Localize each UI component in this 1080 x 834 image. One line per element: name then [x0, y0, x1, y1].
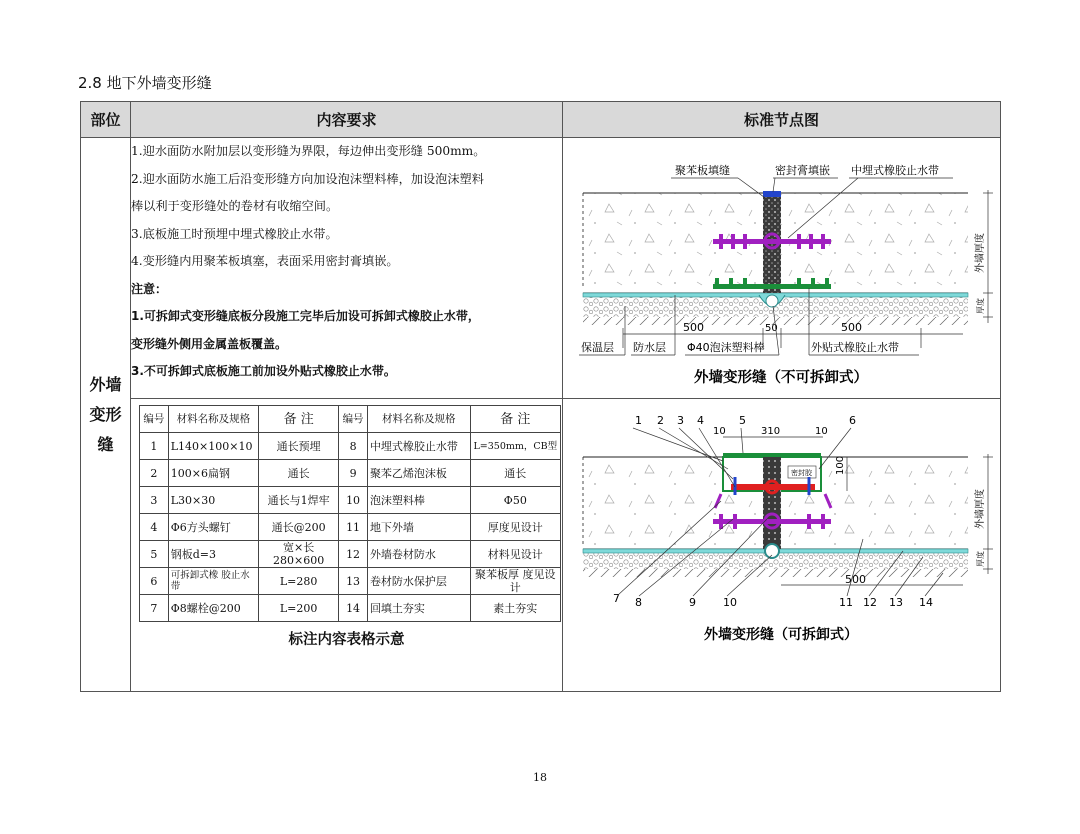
spec-head-name-2: 材料名称及规格	[367, 406, 470, 433]
header-content: 内容要求	[131, 102, 563, 138]
section-title: 2.8 地下外墙变形缝	[78, 74, 212, 92]
callout-13: 13	[889, 596, 903, 609]
dim-10-right: 10	[815, 426, 828, 437]
embedded-waterstop	[713, 239, 831, 244]
requirement-1: 1.迎水面防水附加层以变形缝为界限，每边伸出变形缝 500mm。	[131, 144, 486, 158]
callout-7: 7	[613, 592, 620, 605]
spec-cell: L=350mm，CB型	[470, 433, 560, 460]
label-sealant: 密封膏填嵌	[775, 164, 830, 177]
table-row	[140, 568, 561, 595]
label-layer-thickness-2: 厚度	[976, 551, 985, 567]
spec-cell: Φ50	[470, 487, 560, 514]
spec-head-no-2: 编号	[339, 406, 368, 433]
callout-2: 2	[657, 414, 664, 427]
spec-cell: 6	[140, 568, 169, 595]
page-number: 18	[533, 771, 547, 784]
position-cell	[81, 138, 131, 692]
spec-cell: L=200	[259, 595, 339, 622]
spec-table-cell	[131, 399, 563, 692]
callout-9: 9	[689, 596, 696, 609]
spec-cell: 聚苯乙烯泡沫板	[367, 460, 470, 487]
spec-cell: 2	[140, 460, 169, 487]
spec-cell: 1	[140, 433, 169, 460]
spec-cell: 9	[339, 460, 368, 487]
construction-spec-table	[80, 101, 1001, 692]
label-wall-thickness: 外墙厚度	[975, 233, 986, 273]
note-1: 1.可拆卸式变形缝底板分段施工完毕后加设可拆卸式橡胶止水带，	[131, 309, 480, 323]
table-row	[140, 514, 561, 541]
requirement-4: 4.变形缝内用聚苯板填塞，表面采用密封膏填嵌。	[131, 254, 399, 268]
diagram-1-cell	[563, 138, 1001, 399]
spec-cell: 3	[140, 487, 169, 514]
fixed-joint-diagram	[563, 138, 999, 394]
label-waterproof: 防水层	[633, 341, 666, 354]
spec-head-note-2: 备 注	[470, 406, 560, 433]
spec-cell: 13	[339, 568, 368, 595]
spec-cell: 可拆卸式橡 胶止水带	[168, 568, 258, 595]
spec-cell: 12	[339, 541, 368, 568]
embedded-waterstop-2	[713, 519, 831, 524]
callout-10: 10	[723, 596, 737, 609]
header-diagram: 标准节点图	[563, 102, 1001, 138]
diagram-2-caption: 外墙变形缝（可拆卸式）	[704, 627, 858, 643]
spec-table-caption: 标注内容表格示意	[288, 632, 405, 648]
spec-header-row	[140, 406, 561, 433]
label-insulation: 保温层	[581, 341, 614, 354]
callout-1: 1	[635, 414, 642, 427]
callout-14: 14	[919, 596, 933, 609]
spec-cell: 通长	[259, 460, 339, 487]
label-wall-thickness-2: 外墙厚度	[975, 489, 986, 529]
table-row	[140, 541, 561, 568]
diagram-1-caption: 外墙变形缝（不可拆卸式）	[694, 370, 868, 386]
spec-cell: 通长预埋	[259, 433, 339, 460]
dim-left-500: 500	[683, 321, 704, 334]
removable-joint-diagram	[563, 399, 999, 687]
label-external-waterstop: 外贴式橡胶止水带	[811, 341, 899, 354]
requirements-cell	[131, 138, 563, 399]
spec-cell: L30×30	[168, 487, 258, 514]
note-3: 3.不可拆卸式底板施工前加设外贴式橡胶止水带。	[131, 364, 396, 378]
header-position: 部位	[81, 102, 131, 138]
note-title: 注意：	[131, 281, 168, 296]
dim-100: 100	[835, 455, 846, 475]
spec-cell: 100×6扁钢	[168, 460, 258, 487]
label-seal: 密封胶	[791, 469, 812, 477]
spec-cell: Φ8螺栓@200	[168, 595, 258, 622]
spec-cell: 宽×长 280×600	[259, 541, 339, 568]
material-spec-table	[139, 405, 561, 622]
spec-cell: 泡沫塑料棒	[367, 487, 470, 514]
table-row	[140, 460, 561, 487]
spec-cell: 素土夯实	[470, 595, 560, 622]
spec-head-note: 备 注	[259, 406, 339, 433]
diagram-2-cell	[563, 399, 1001, 692]
spec-cell: L=280	[259, 568, 339, 595]
spec-cell: 4	[140, 514, 169, 541]
spec-head-no: 编号	[140, 406, 169, 433]
dim-mid-50: 50	[765, 323, 778, 334]
callout-3: 3	[677, 414, 684, 427]
spec-cell: 7	[140, 595, 169, 622]
spec-cell: 8	[339, 433, 368, 460]
spec-cell: 通长	[470, 460, 560, 487]
requirement-2-cont: 棒以利于变形缝处的卷材有收缩空间。	[131, 199, 339, 213]
spec-cell: 10	[339, 487, 368, 514]
requirement-2: 2.迎水面防水施工后沿变形缝方向加设泡沫塑料棒，加设泡沫塑料	[131, 171, 484, 186]
callout-4: 4	[697, 414, 704, 427]
callout-12: 12	[863, 596, 877, 609]
spec-cell: 聚苯板厚 度见设计	[470, 568, 560, 595]
spec-cell: 11	[339, 514, 368, 541]
spec-cell: 通长与1焊牢	[259, 487, 339, 514]
label-layer-thickness: 厚度	[976, 298, 985, 314]
spec-cell: 中埋式橡胶止水带	[367, 433, 470, 460]
spec-cell: 外墙卷材防水	[367, 541, 470, 568]
position-label-1: 外墙	[89, 374, 122, 394]
spec-head-name: 材料名称及规格	[168, 406, 258, 433]
requirement-3: 3.底板施工时预埋中埋式橡胶止水带。	[131, 226, 338, 241]
dim-310: 310	[761, 426, 781, 437]
spec-cell: 钢板d=3	[168, 541, 258, 568]
spec-cell: 厚度见设计	[470, 514, 560, 541]
removable-waterstop	[731, 484, 815, 490]
spec-cell: 14	[339, 595, 368, 622]
table-row	[140, 487, 561, 514]
spec-cell: 5	[140, 541, 169, 568]
label-foam-rod: Φ40泡沫塑料棒	[687, 341, 765, 354]
position-label-2: 变形	[89, 404, 122, 424]
label-polystyrene: 聚苯板填缝	[675, 164, 730, 177]
spec-cell: 材料见设计	[470, 541, 560, 568]
callout-6: 6	[849, 414, 856, 427]
spec-cell: 回填土夯实	[367, 595, 470, 622]
dim-right-500: 500	[841, 321, 862, 334]
spec-cell: L140×100×10	[168, 433, 258, 460]
spec-cell: 通长@200	[259, 514, 339, 541]
callout-8: 8	[635, 596, 642, 609]
spec-cell: 地下外墙	[367, 514, 470, 541]
table-row	[140, 433, 561, 460]
dim-10-left: 10	[713, 426, 726, 437]
label-waterstop: 中埋式橡胶止水带	[851, 164, 939, 177]
callout-11: 11	[839, 596, 853, 609]
callout-5: 5	[739, 414, 746, 427]
spec-cell: Φ6方头螺钉	[168, 514, 258, 541]
dim-500: 500	[845, 573, 866, 586]
note-1-cont: 变形缝外侧用金属盖板覆盖。	[131, 336, 288, 351]
position-label-3: 缝	[97, 434, 114, 454]
table-row	[140, 595, 561, 622]
spec-cell: 卷材防水保护层	[367, 568, 470, 595]
